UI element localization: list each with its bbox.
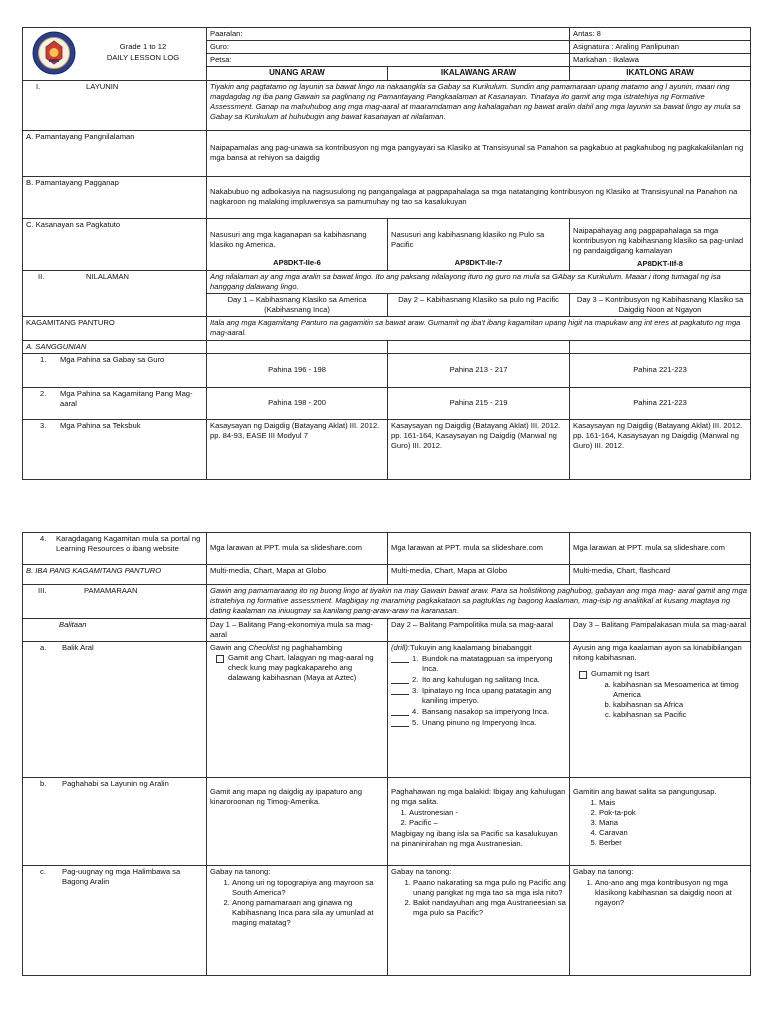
pagkatuto-day3 — [570, 218, 751, 270]
pangnilalaman-label: A. Pamantayang Pangnilalaman — [23, 130, 207, 176]
balik-aral-day3-item — [573, 669, 747, 679]
drill-item-number: 5. — [412, 718, 419, 728]
paghahabi-day2-after: Magbigay ng ibang isla sa Pacific sa kasalukuyan na pinaninirahan ng mga Austranesian. — [391, 829, 558, 849]
lr-portal-day2: Mga larawan at PPT. mula sa slideshare.com — [388, 533, 570, 565]
drill-item-text: Bundok na matatagpuan sa imperyong Inca. — [422, 654, 553, 674]
paghahabi-day2 — [388, 778, 570, 866]
kagamitan-text: Itala ang mga Kagamitang Panturo na gagamitin sa bawat araw. Gumamit ng iba't ibang kagamitan upang higit na mapukaw ang int eres at pagkatuto ng mga mag-aaral. — [207, 316, 751, 340]
paaralan-field: Paaralan: — [207, 28, 570, 41]
layunin-num: I. — [36, 81, 41, 91]
log-title-line2: DAILY LESSON LOG — [106, 52, 180, 62]
pag-uugnay-day2-list — [413, 878, 566, 918]
iba-pang-day3: Multi-media, Chart, flashcard — [570, 565, 751, 585]
paghahabi-day2-intro: Paghahawan ng mga balakid: Ibigay ang kahulugan ng mga salita. — [391, 787, 566, 807]
balik-aral-day1-item — [210, 653, 384, 683]
pagkatuto-day2-code: AP8DKT-IIe-7 — [454, 257, 503, 267]
answer-blank — [391, 718, 409, 727]
nilalaman-day1: Day 1 – Kabihasnang Klasiko sa America (Kabihasnang Inca) — [207, 293, 388, 316]
balik-aral-day3-intro: Ayusin ang mga kaalaman ayon sa kinabibilangan nitong kabihasnan. — [573, 643, 742, 663]
pamamaraan-num: III. — [38, 586, 47, 595]
balitaan-day1: Day 1 – Balitang Pang-ekonomiya mula sa mag-aaral — [207, 619, 388, 642]
gabay-guro-day1: Pahina 196 - 198 — [207, 353, 388, 387]
gabay-guro-day3: Pahina 221-223 — [570, 353, 751, 387]
pagkatuto-day2 — [388, 218, 570, 270]
salita-item: 5. Berber — [599, 838, 747, 848]
header-logo-cell — [23, 28, 207, 81]
log-title — [93, 42, 193, 63]
gabay-tanong-item: 2. Bakit nandayuhan ang mga Austraneesian sa mga pulo sa Pacific? — [413, 898, 566, 918]
pag-uugnay-day2-intro: Gabay na tanong: — [391, 867, 452, 877]
salita-item: 4. Caravan — [599, 828, 747, 838]
layunin-text: Tiyakin ang pagtatamo ng layunin sa bawat lingo na nakaangkla sa Gabay sa Kurikulum. Sundin ang pamamaraan upang matamo ang l ayunin, maari ring magdagdag ng iba pang Gawain sa paglinang ng Pamantayang Pangkaalaman at Kasanayan. Tinataya ito gamit ang mga istratehiya ng Formative Assessment. Ganap na mahuhubog ang mga mag-aaral at maararndaman ang kahalagahan ng bawat aralin dahil ang mga layunin sa bawat lingo ay mula sa Gabay sa Kurikulum at huhubugin ang bawat kasanayan at nilalaman. — [207, 80, 751, 130]
asignatura-field: Asignatura : Araling Panlipunan — [570, 41, 751, 54]
pamamaraan-text: Gawin ang pamamaraang ito ng buong lingo at tiyakin na may Gawain bawat araw. Para sa holistikong paghubog, gabayan ang mga mag- aaral gamit ang mga istratehiya ng formative assessment. Magbigay ng maraming pagkakataon sa pagtuklas ng bagong kaalaman, mag-isip ng analitikal at kusang magtaya ng dating kaalaman na iniuugnay sa kanilang pang-araw-araw na karanasan. — [207, 585, 751, 619]
lr-portal-day3: Mga larawan at PPT. mula sa slideshare.com — [570, 533, 751, 565]
drill-item-number: 3. — [412, 686, 419, 696]
teksbuk-num: 3. — [40, 420, 47, 430]
kagamitang-mag-aaral-day3: Pahina 221-223 — [570, 387, 751, 419]
teksbuk-day3: Kasaysayan ng Daigdig (Batayang Aklat) III. 2012. pp. 161-164, Kasaysayan ng Daigdig (Manwal ng Guro) III. 2012. — [570, 419, 751, 479]
drill-item — [391, 675, 566, 685]
paghahabi-day3 — [570, 778, 751, 866]
pagkatuto-day3-text: Naipapahayag ang pagpapahalaga sa mga kontribusyon ng kabihasnang klasiko sa pag-unlad ng pandaigdigang kamalayan — [573, 225, 744, 255]
balik-aral-day3 — [570, 642, 751, 778]
balitaan-day2: Day 2 – Balitang Pampolitika mula sa mag-aaral — [388, 619, 570, 642]
gabay-tanong-item: 1. Paano nakarating sa mga pulo ng Pacific ang unang pangkat ng mga tao sa mga isla nito? — [413, 878, 566, 898]
pagkatuto-label: C. Kasanayan sa Pagkatuto — [23, 218, 207, 270]
drill-item-text: Ipinatayo ng Inca upang patatagin ang kaniling imperyo. — [422, 686, 552, 706]
pamamaraan-title: PAMAMARAAN — [84, 586, 138, 595]
kabihasnan-subitem: a. kabihasnan sa Mesoamerica at timog America — [613, 680, 747, 700]
kabihasnan-subitem: c. kabihasnan sa Pacific — [613, 710, 747, 720]
pagganap-label: B. Pamantayang Pagganap — [23, 176, 207, 218]
paghahabi-day3-list — [599, 798, 747, 848]
balik-aral-day2-intro — [391, 643, 566, 653]
gabay-guro-num: 1. — [40, 354, 47, 364]
balik-aral-day2-intro-em: (drill) — [391, 643, 408, 653]
drill-item — [391, 654, 566, 674]
pag-uugnay-day2 — [388, 866, 570, 976]
kagamitang-mag-aaral-title: Mga Pahina sa Kagamitang Pang Mag-aaral — [60, 388, 193, 408]
balik-aral-day1-intro — [210, 643, 384, 653]
dll-page-2 — [22, 532, 750, 976]
balik-aral-day1-item-text: Gamit ang Chart, lalagyan ng mag-aaral ng check kung may pagkakapareho ang dalawang kabihasnan (Maya at Aztec) — [228, 653, 374, 683]
pagganap-text: Nakabubuo ng adbokasiya na nagsusulong ng pangangalaga at pagpapahalaga sa mga natatanging kontribusyon ng Klasiko at Transisyunal na Panahon na nagkaroon ng malaking impluwensya sa pamumuhay ng tao sa kasalukuyan — [207, 176, 751, 218]
paghahabi-num: b. — [40, 779, 47, 789]
iba-pang-label: B. IBA PANG KAGAMITANG PANTURO — [23, 565, 207, 585]
pag-uugnay-label — [23, 866, 207, 976]
kabihasnan-subitem: b. kabihasnan sa Africa — [613, 700, 747, 710]
balik-aral-day1-intro-em: Checklist — [248, 643, 280, 653]
nilalaman-num: II. — [38, 271, 45, 281]
iba-pang-day2: Multi-media, Chart, Mapa at Globo — [388, 565, 570, 585]
pagkatuto-day1-code: AP8DKT-IIe-6 — [273, 257, 321, 267]
pamamaraan-label — [23, 585, 207, 619]
paghahabi-title: Paghahabi sa Layunin ng Aralin — [62, 779, 169, 789]
pagkatuto-day1 — [207, 218, 388, 270]
balakid-item: 1. Austronesian - — [409, 808, 566, 818]
balik-aral-day1 — [207, 642, 388, 778]
teksbuk-day2: Kasaysayan ng Daigdig (Batayang Aklat) III. 2012. pp. 161-164, Kasaysayan ng Daigdig (Manwal ng Guro) III. 2012. — [388, 419, 570, 479]
drill-item — [391, 686, 566, 706]
dll-table-2 — [22, 532, 751, 976]
balitaan-label: Balitaan — [23, 619, 207, 642]
paghahabi-day1 — [207, 778, 388, 866]
deped-seal-icon — [32, 31, 76, 75]
paghahabi-label — [23, 778, 207, 866]
lr-portal-day1: Mga larawan at PPT. mula sa slideshare.com — [207, 533, 388, 565]
pag-uugnay-num: c. — [40, 867, 46, 877]
balik-aral-num: a. — [40, 643, 47, 653]
paghahabi-day2-list — [409, 808, 566, 828]
salita-item: 3. Mana — [599, 818, 747, 828]
nilalaman-text: Ang nilalaman ay ang mga aralin sa bawat lingo. Ito ang paksang nilalayong ituro ng guro na mula sa GAbay sa Kurikulum. Maaar i itong tumagal ng isa hanggang dalawang lingo. — [207, 270, 751, 293]
drill-item-number: 2. — [412, 675, 419, 685]
pag-uugnay-day3-list — [595, 878, 747, 908]
lr-portal-num: 4. — [40, 534, 47, 543]
balik-aral-day2-list — [391, 654, 566, 728]
teksbuk-day1: Kasaysayan ng Daigdig (Batayang Aklat) III. 2012. pp. 84-93, EASE III Modyul 7 — [207, 419, 388, 479]
kagamitang-mag-aaral-label — [23, 387, 207, 419]
drill-item-number: 1. — [412, 654, 419, 664]
guro-field: Guro: — [207, 41, 570, 54]
nilalaman-label — [23, 270, 207, 316]
day3-heading: IKATLONG ARAW — [570, 67, 751, 81]
markahan-field: Markahan : Ikalawa — [570, 54, 751, 67]
kagamitang-mag-aaral-num: 2. — [40, 388, 47, 398]
pag-uugnay-day1-intro: Gabay na tanong: — [210, 867, 271, 877]
gabay-guro-title: Mga Pahina sa Gabay sa Guro — [60, 354, 165, 364]
pag-uugnay-day1 — [207, 866, 388, 976]
drill-item — [391, 707, 566, 717]
answer-blank — [391, 675, 409, 684]
antas-field: Antas: 8 — [570, 28, 751, 41]
log-title-line1: Grade 1 to 12 — [119, 42, 167, 51]
pag-uugnay-day3 — [570, 866, 751, 976]
answer-blank — [391, 686, 409, 695]
pag-uugnay-title: Pag-uugnay ng mga Halimbawa sa Bagong Aralin — [62, 867, 181, 887]
gabay-tanong-item: 1. Ano-ano ang mga kontribusyon ng mga klasikong kabihasnan sa daigdig noon at ngayon? — [595, 878, 747, 908]
teksbuk-label — [23, 419, 207, 479]
balik-aral-title: Balik Aral — [62, 643, 94, 653]
pagkatuto-day2-text: Nasusuri ang kabihasnang klasiko ng Pulo sa Pacific — [391, 229, 545, 249]
paghahabi-day3-intro: Gamitin ang bawat salita sa pangungusap. — [573, 787, 717, 797]
checkbox-icon — [216, 655, 224, 663]
balik-aral-day1-intro-pre: Gawin ang — [210, 643, 249, 653]
drill-item-text: Ito ang kahulugan ng salitang Inca. — [422, 675, 540, 685]
kagamitan-label: KAGAMITANG PANTURO — [23, 316, 207, 340]
kagamitang-mag-aaral-day1: Pahina 198 - 200 — [207, 387, 388, 419]
checkbox-icon — [579, 671, 587, 679]
nilalaman-title: NILALAMAN — [86, 271, 130, 281]
dll-page-1 — [22, 27, 750, 480]
lr-portal-label — [23, 533, 207, 565]
pagkatuto-day1-text: Nasusuri ang mga kaganapan sa kabihasnang klasiko ng America. — [210, 229, 367, 249]
gabay-guro-label — [23, 353, 207, 387]
gabay-tanong-item: 1. Anong uri ng topograpiya ang mayroon sa South America? — [232, 878, 384, 898]
balik-aral-day2-intro-post: :Tukuyin ang kaalamang binabanggit — [407, 643, 532, 653]
salita-item: 2. Pok-ta-pok — [599, 808, 747, 818]
balik-aral-day2 — [388, 642, 570, 778]
iba-pang-day1: Multi-media, Chart, Mapa at Globo — [207, 565, 388, 585]
answer-blank — [391, 707, 409, 716]
kagamitang-mag-aaral-day2: Pahina 215 - 219 — [388, 387, 570, 419]
gabay-tanong-item: 2. Anong pamamaraan ang ginawa ng Kabihasnang Inca para sila ay umunlad at maging matatag? — [232, 898, 384, 928]
drill-item-number: 4. — [412, 707, 419, 717]
teksbuk-title: Mga Pahina sa Teksbuk — [60, 420, 141, 430]
lr-portal-title: Karagdagang Kagamitan mula sa portal ng Learning Resources o ibang website — [56, 534, 201, 554]
drill-item-text: Unang pinuno ng Imperyong Inca. — [422, 718, 537, 728]
nilalaman-day2: Day 2 – Kabihasnang Klasiko sa pulo ng Pacific — [388, 293, 570, 316]
balik-aral-day3-item-text: Gumamit ng tsart — [591, 669, 650, 679]
balik-aral-day1-intro-post: ng paghahambing — [279, 643, 343, 653]
petsa-field: Petsa: — [207, 54, 570, 67]
gabay-guro-day2: Pahina 213 - 217 — [388, 353, 570, 387]
balik-aral-label — [23, 642, 207, 778]
paghahabi-day1-text: Gamit ang mapa ng daigdig ay ipapaturo ang kinaroroonan ng Timog-Amerika. — [210, 787, 362, 807]
salita-item: 1. Mais — [599, 798, 747, 808]
pag-uugnay-day1-list — [232, 878, 384, 928]
balakid-item: 2. Pacific – — [409, 818, 566, 828]
balitaan-day3: Day 3 – Balitang Pampalakasan mula sa mag-aaral — [570, 619, 751, 642]
sanggunian-label: A. SANGGUNIAN — [23, 340, 207, 353]
day2-heading: IKALAWANG ARAW — [388, 67, 570, 81]
pagkatuto-day3-code: AP8DKT-IIf-8 — [637, 258, 684, 268]
dll-table-1 — [22, 27, 751, 480]
nilalaman-day3: Day 3 – Kontribusyon ng Kabihasnang Klasiko sa Daigdig Noon at Ngayon — [570, 293, 751, 316]
drill-item — [391, 718, 566, 728]
day1-heading: UNANG ARAW — [207, 67, 388, 81]
drill-item-text: Bansang nasakop sa imperyong Inca. — [422, 707, 550, 717]
layunin-title: LAYUNIN — [86, 81, 119, 91]
balik-aral-day3-sublist — [613, 680, 747, 720]
answer-blank — [391, 654, 409, 663]
layunin-label — [23, 80, 207, 130]
pangnilalaman-text: Naipapamalas ang pag-unawa sa kontribusyon ng mga pangyayari sa Klasiko at Transisyunal sa Panahon sa pagkabuo at pagkahubog ng pagkakakilanlan ng mga bansa at rehiyon sa daigdig — [207, 130, 751, 176]
pag-uugnay-day3-intro: Gabay na tanong: — [573, 867, 634, 877]
